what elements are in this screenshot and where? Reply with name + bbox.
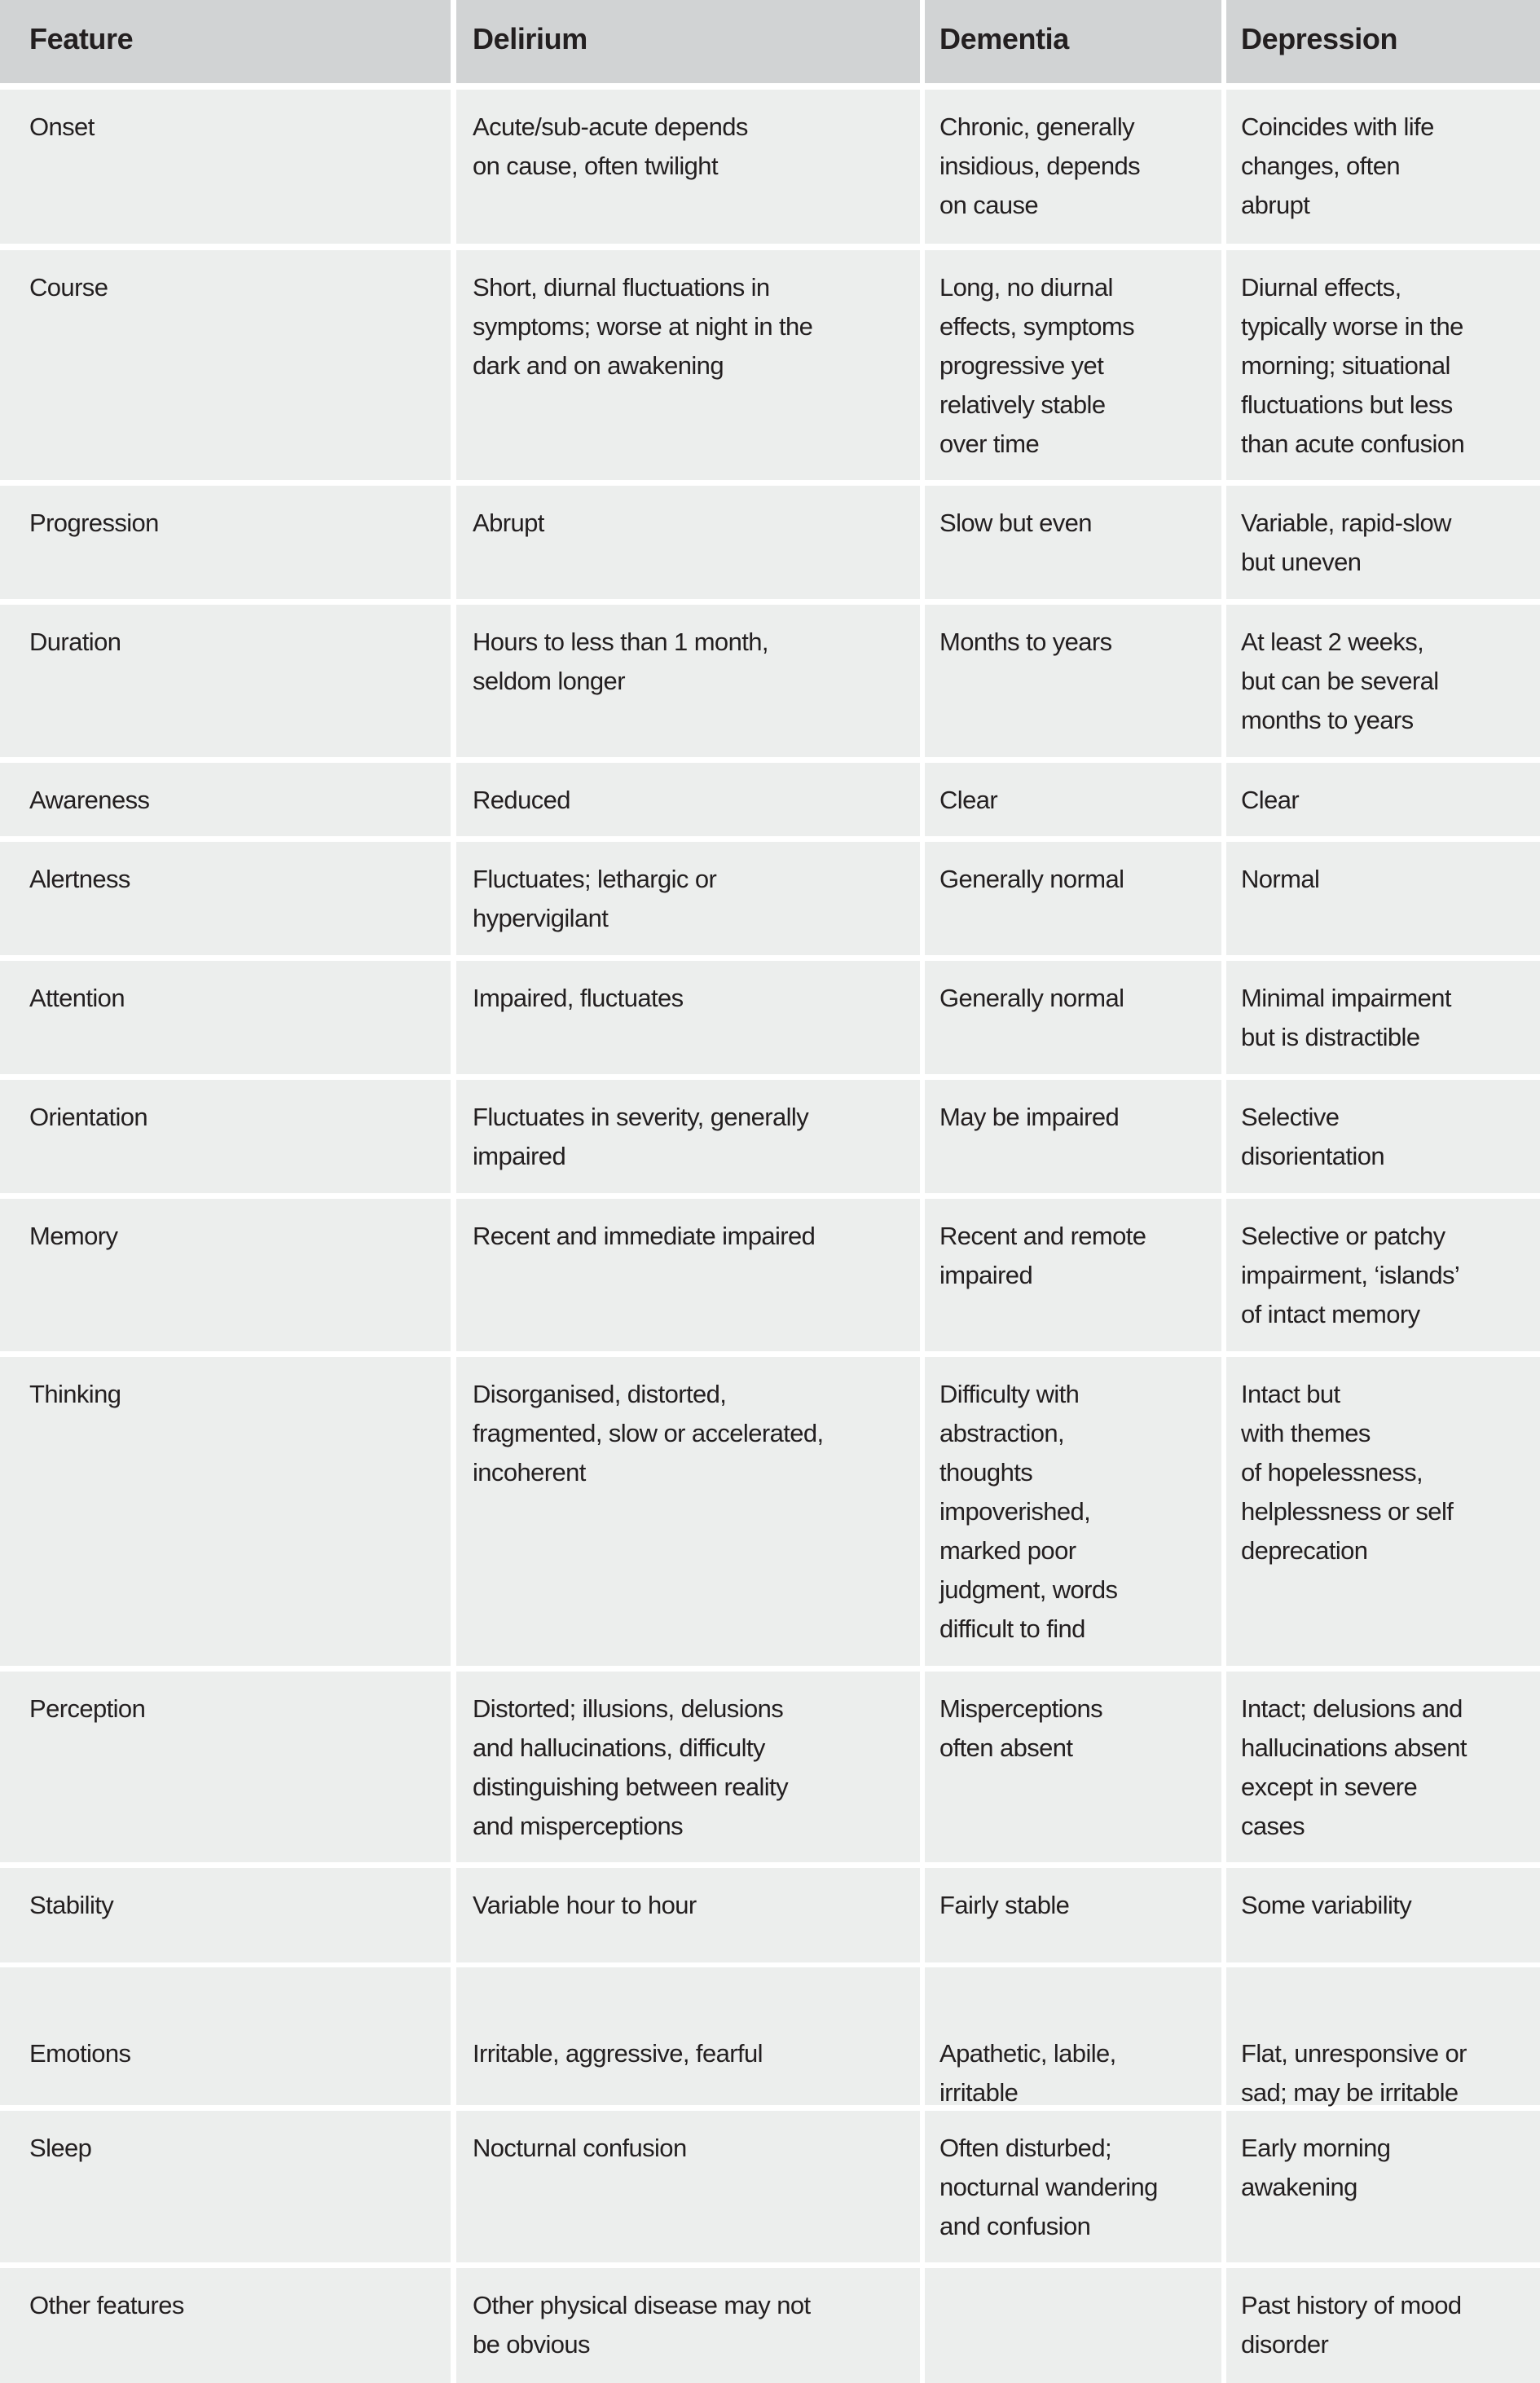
cell-text-line: Other features bbox=[29, 2291, 184, 2319]
cell-text-line: thoughts bbox=[939, 1458, 1033, 1487]
cell-delirium bbox=[456, 486, 920, 599]
cell-feature bbox=[0, 90, 451, 244]
cell-text-line: Normal bbox=[1241, 865, 1320, 893]
cell-text-line: Coincides with life bbox=[1241, 112, 1434, 141]
cell-depression bbox=[1226, 1357, 1540, 1666]
cell-text-line: disorientation bbox=[1241, 1142, 1384, 1170]
cell-text-line: Emotions bbox=[29, 2039, 131, 2068]
cell-text-line: Variable hour to hour bbox=[473, 1891, 697, 1919]
cell-text-line: on cause, often twilight bbox=[473, 152, 718, 180]
table-row bbox=[0, 1080, 1540, 1193]
cell-depression bbox=[1226, 1672, 1540, 1862]
cell-text-line: Disorganised, distorted, bbox=[473, 1380, 727, 1408]
cell-dementia bbox=[925, 1199, 1221, 1351]
cell-text-line: abstraction, bbox=[939, 1419, 1065, 1447]
cell-dementia bbox=[925, 763, 1221, 836]
cell-text-line: nocturnal wandering bbox=[939, 2173, 1158, 2201]
cell-text-line: Orientation bbox=[29, 1103, 148, 1131]
cell-text-line: impairment, ‘islands’ bbox=[1241, 1261, 1460, 1289]
cell-text-line: than acute confusion bbox=[1241, 429, 1465, 458]
cell-depression bbox=[1226, 605, 1540, 757]
cell-text-line: Duration bbox=[29, 628, 121, 656]
cell-depression bbox=[1226, 1868, 1540, 1962]
cell-dementia bbox=[925, 1967, 1221, 2105]
cell-text-line: Nocturnal confusion bbox=[473, 2134, 687, 2162]
table-header-row bbox=[0, 0, 1540, 83]
cell-text-line: deprecation bbox=[1241, 1536, 1368, 1565]
cell-text-line: Variable, rapid-slow bbox=[1241, 509, 1451, 537]
cell-text-line: Memory bbox=[29, 1222, 118, 1250]
cell-feature bbox=[0, 1199, 451, 1351]
cell-text-line: insidious, depends bbox=[939, 152, 1140, 180]
cell-text-line: Recent and immediate impaired bbox=[473, 1222, 816, 1250]
cell-text-line: and misperceptions bbox=[473, 1812, 684, 1840]
cell-delirium bbox=[456, 1967, 920, 2105]
cell-text-line: helplessness or self bbox=[1241, 1497, 1454, 1526]
cell-dementia bbox=[925, 90, 1221, 244]
table-row bbox=[0, 1868, 1540, 1962]
cell-text-line: Alertness bbox=[29, 865, 130, 893]
cell-text-line: sad; may be irritable bbox=[1241, 2078, 1459, 2107]
cell-depression bbox=[1226, 961, 1540, 1074]
cell-text-line: Apathetic, labile, bbox=[939, 2039, 1116, 2068]
cell-depression bbox=[1226, 2111, 1540, 2262]
cell-dementia bbox=[925, 961, 1221, 1074]
cell-dementia bbox=[925, 1868, 1221, 1962]
header-feature: Feature bbox=[0, 0, 451, 83]
cell-delirium bbox=[456, 605, 920, 757]
cell-delirium bbox=[456, 842, 920, 955]
table-row bbox=[0, 1357, 1540, 1666]
cell-text-line: Sleep bbox=[29, 2134, 92, 2162]
cell-feature bbox=[0, 842, 451, 955]
cell-text-line: fluctuations but less bbox=[1241, 390, 1453, 419]
table-row bbox=[0, 486, 1540, 599]
cell-text-line: Fluctuates; lethargic or bbox=[473, 865, 717, 893]
cell-dementia bbox=[925, 2268, 1221, 2383]
cell-text-line: Other physical disease may not bbox=[473, 2291, 811, 2319]
cell-delirium bbox=[456, 961, 920, 1074]
cell-feature bbox=[0, 605, 451, 757]
cell-text-line: Attention bbox=[29, 984, 125, 1012]
cell-text-line: Fairly stable bbox=[939, 1891, 1070, 1919]
cell-text-line: Progression bbox=[29, 509, 159, 537]
cell-text-line: Short, diurnal fluctuations in bbox=[473, 273, 770, 302]
cell-feature bbox=[0, 1080, 451, 1193]
cell-feature bbox=[0, 1868, 451, 1962]
cell-dementia bbox=[925, 2111, 1221, 2262]
cell-text-line: morning; situational bbox=[1241, 351, 1450, 380]
cell-text-line: Long, no diurnal bbox=[939, 273, 1113, 302]
cell-text-line: Reduced bbox=[473, 786, 570, 814]
cell-feature bbox=[0, 1357, 451, 1666]
cell-text-line: Selective bbox=[1241, 1103, 1340, 1131]
cell-delirium bbox=[456, 250, 920, 480]
cell-feature bbox=[0, 763, 451, 836]
cell-text-line: Minimal impairment bbox=[1241, 984, 1451, 1012]
cell-delirium bbox=[456, 90, 920, 244]
cell-text-line: but is distractible bbox=[1241, 1023, 1420, 1051]
cell-text-line: dark and on awakening bbox=[473, 351, 724, 380]
cell-text-line: Stability bbox=[29, 1891, 114, 1919]
cell-depression bbox=[1226, 1967, 1540, 2105]
cell-delirium bbox=[456, 1357, 920, 1666]
table-row bbox=[0, 605, 1540, 757]
cell-text-line: Onset bbox=[29, 112, 95, 141]
cell-text-line: on cause bbox=[939, 191, 1039, 219]
cell-dementia bbox=[925, 1080, 1221, 1193]
cell-text-line: Distorted; illusions, delusions bbox=[473, 1694, 784, 1723]
cell-delirium bbox=[456, 1080, 920, 1193]
table-row bbox=[0, 1967, 1540, 2105]
cell-text-line: Recent and remote bbox=[939, 1222, 1146, 1250]
table-row bbox=[0, 90, 1540, 244]
cell-text-line: seldom longer bbox=[473, 667, 625, 695]
cell-text-line: Intact; delusions and bbox=[1241, 1694, 1463, 1723]
cell-text-line: Clear bbox=[1241, 786, 1300, 814]
cell-text-line: Often disturbed; bbox=[939, 2134, 1111, 2162]
cell-text-line: except in severe bbox=[1241, 1773, 1418, 1801]
cell-depression bbox=[1226, 842, 1540, 955]
cell-delirium bbox=[456, 763, 920, 836]
header-dementia: Dementia bbox=[925, 0, 1221, 83]
cell-text-line: incoherent bbox=[473, 1458, 586, 1487]
cell-text-line: cases bbox=[1241, 1812, 1305, 1840]
cell-dementia bbox=[925, 1357, 1221, 1666]
cell-text-line: Slow but even bbox=[939, 509, 1092, 537]
cell-feature bbox=[0, 2268, 451, 2383]
cell-delirium bbox=[456, 1672, 920, 1862]
cell-text-line: awakening bbox=[1241, 2173, 1357, 2201]
cell-text-line: Difficulty with bbox=[939, 1380, 1080, 1408]
cell-text-line: Intact but bbox=[1241, 1380, 1340, 1408]
cell-depression bbox=[1226, 90, 1540, 244]
cell-dementia bbox=[925, 842, 1221, 955]
cell-text-line: Hours to less than 1 month, bbox=[473, 628, 768, 656]
cell-text-line: Selective or patchy bbox=[1241, 1222, 1445, 1250]
cell-text-line: Acute/sub-acute depends bbox=[473, 112, 748, 141]
cell-text-line: distinguishing between reality bbox=[473, 1773, 788, 1801]
table-row bbox=[0, 250, 1540, 480]
cell-dementia bbox=[925, 1672, 1221, 1862]
cell-text-line: Chronic, generally bbox=[939, 112, 1135, 141]
cell-feature bbox=[0, 961, 451, 1074]
cell-text-line: marked poor bbox=[939, 1536, 1076, 1565]
table-row bbox=[0, 763, 1540, 836]
cell-text-line: Impaired, fluctuates bbox=[473, 984, 684, 1012]
cell-text-line: At least 2 weeks, bbox=[1241, 628, 1424, 656]
cell-text-line: Course bbox=[29, 273, 108, 302]
cell-text-line: changes, often bbox=[1241, 152, 1400, 180]
table-row bbox=[0, 842, 1540, 955]
cell-delirium bbox=[456, 2268, 920, 2383]
cell-text-line: effects, symptoms bbox=[939, 312, 1135, 341]
cell-feature bbox=[0, 2111, 451, 2262]
cell-dementia bbox=[925, 486, 1221, 599]
cell-depression bbox=[1226, 763, 1540, 836]
cell-dementia bbox=[925, 250, 1221, 480]
cell-text-line: impoverished, bbox=[939, 1497, 1091, 1526]
cell-text-line: months to years bbox=[1241, 706, 1414, 734]
cell-text-line: hallucinations absent bbox=[1241, 1733, 1467, 1762]
cell-text-line: fragmented, slow or accelerated, bbox=[473, 1419, 824, 1447]
cell-text-line: symptoms; worse at night in the bbox=[473, 312, 813, 341]
cell-feature bbox=[0, 1967, 451, 2105]
cell-text-line: relatively stable bbox=[939, 390, 1106, 419]
cell-text-line: typically worse in the bbox=[1241, 312, 1463, 341]
table-row bbox=[0, 1199, 1540, 1351]
cell-text-line: Past history of mood bbox=[1241, 2291, 1462, 2319]
cell-text-line: of intact memory bbox=[1241, 1300, 1420, 1328]
cell-text-line: often absent bbox=[939, 1733, 1073, 1762]
cell-text-line: Generally normal bbox=[939, 984, 1124, 1012]
cell-text-line: of hopelessness, bbox=[1241, 1458, 1423, 1487]
cell-text-line: Generally normal bbox=[939, 865, 1124, 893]
cell-text-line: and hallucinations, difficulty bbox=[473, 1733, 765, 1762]
cell-text-line: be obvious bbox=[473, 2330, 590, 2359]
cell-delirium bbox=[456, 1868, 920, 1962]
cell-text-line: abrupt bbox=[1241, 191, 1310, 219]
cell-text-line: judgment, words bbox=[939, 1575, 1118, 1604]
cell-feature bbox=[0, 1672, 451, 1862]
cell-text-line: Months to years bbox=[939, 628, 1112, 656]
table-row bbox=[0, 2268, 1540, 2383]
header-delirium: Delirium bbox=[456, 0, 920, 83]
cell-text-line: Diurnal effects, bbox=[1241, 273, 1401, 302]
cell-depression bbox=[1226, 1080, 1540, 1193]
cell-feature bbox=[0, 486, 451, 599]
cell-text-line: impaired bbox=[473, 1142, 566, 1170]
cell-delirium bbox=[456, 2111, 920, 2262]
cell-text-line: difficult to find bbox=[939, 1614, 1085, 1643]
cell-text-line: Misperceptions bbox=[939, 1694, 1103, 1723]
cell-depression bbox=[1226, 2268, 1540, 2383]
table-row bbox=[0, 961, 1540, 1074]
cell-text-line: Early morning bbox=[1241, 2134, 1391, 2162]
cell-text-line: Irritable, aggressive, fearful bbox=[473, 2039, 763, 2068]
cell-text-line: Awareness bbox=[29, 786, 150, 814]
cell-dementia bbox=[925, 605, 1221, 757]
table-row bbox=[0, 1672, 1540, 1862]
cell-text-line: but uneven bbox=[1241, 548, 1362, 576]
cell-text-line: Clear bbox=[939, 786, 998, 814]
cell-text-line: Flat, unresponsive or bbox=[1241, 2039, 1467, 2068]
cell-text-line: Thinking bbox=[29, 1380, 121, 1408]
cell-depression bbox=[1226, 250, 1540, 480]
cell-text-line: Abrupt bbox=[473, 509, 544, 537]
cell-text-line: impaired bbox=[939, 1261, 1033, 1289]
cell-feature bbox=[0, 250, 451, 480]
table-row bbox=[0, 2111, 1540, 2262]
cell-text-line: and confusion bbox=[939, 2212, 1091, 2240]
cell-text-line: with themes bbox=[1241, 1419, 1371, 1447]
cell-text-line: hypervigilant bbox=[473, 904, 609, 932]
cell-text-line: Some variability bbox=[1241, 1891, 1412, 1919]
cell-text-line: Perception bbox=[29, 1694, 146, 1723]
cell-delirium bbox=[456, 1199, 920, 1351]
cell-text-line: May be impaired bbox=[939, 1103, 1120, 1131]
header-depression: Depression bbox=[1226, 0, 1540, 83]
cell-text-line: over time bbox=[939, 429, 1040, 458]
cell-text-line: disorder bbox=[1241, 2330, 1329, 2359]
cell-depression bbox=[1226, 486, 1540, 599]
cell-text-line: but can be several bbox=[1241, 667, 1439, 695]
cell-text-line: irritable bbox=[939, 2078, 1019, 2107]
cell-text-line: Fluctuates in severity, generally bbox=[473, 1103, 809, 1131]
cell-depression bbox=[1226, 1199, 1540, 1351]
cell-text-line: progressive yet bbox=[939, 351, 1104, 380]
